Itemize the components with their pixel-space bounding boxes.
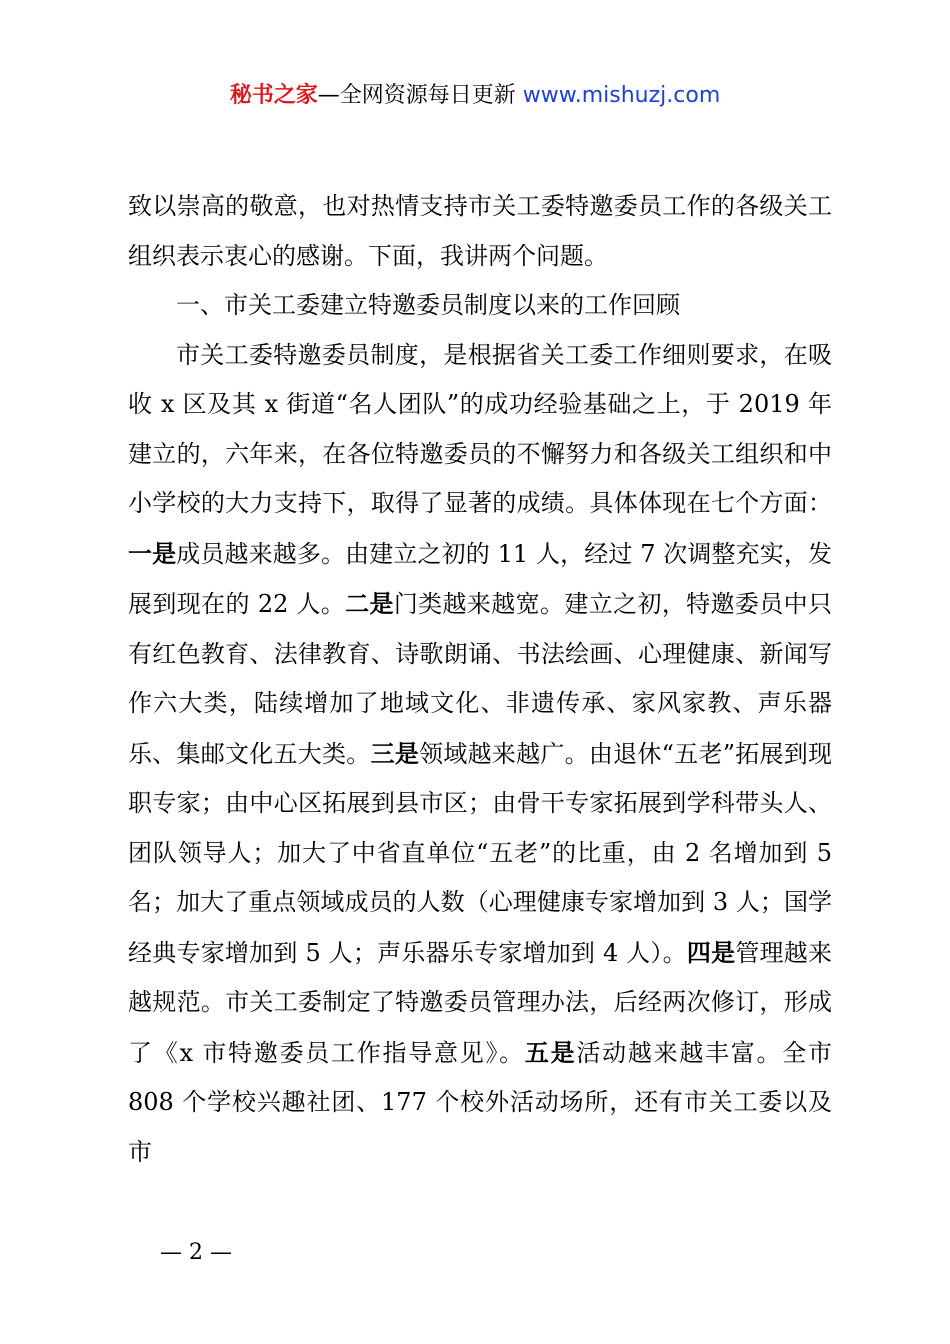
point-4-text: 管理越来越规范。市关工委制定了特邀委员管理办法，后经两次修订，形成了《x 市特邀委员工作指导意见》。 — [128, 938, 833, 1067]
point-2-text: 门类越来越宽。建立之初，特邀委员中只有红色教育、法律教育、诗歌朗诵、书法绘画、心理健康、新闻写作六大类，陆续增加了地域文化、非遗传承、家风家教、声乐器乐、集邮文化五大类。 — [128, 590, 833, 768]
page-header — [0, 80, 950, 112]
page-number: — 2 — — [160, 1240, 232, 1265]
paragraph-review — [128, 331, 832, 1178]
paragraph-continuation: 致以崇高的敬意，也对热情支持市关工委特邀委员工作的各级关工组织表示衷心的感谢。下面，我讲两个问题。 — [128, 192, 832, 270]
site-link[interactable]: www.mishuzj.com — [522, 83, 721, 108]
point-3-label: 三是 — [370, 738, 420, 768]
point-1-text: 成员越来越多。由建立之初的 11 人，经过 7 次调整充实，发展到现在的 22 人。 — [128, 539, 833, 618]
document-body — [128, 182, 832, 1177]
point-5-label: 五是 — [524, 1037, 577, 1067]
section-heading: 一、市关工委建立特邀委员制度以来的工作回顾 — [176, 291, 680, 319]
point-3-text: 领域越来越广。由退休“五老”拓展到现职专家；由中心区拓展到县市区；由骨干专家拓展到学科带头人、团队领导人；加大了中省直单位“五老”的比重，由 2 名增加到 5 名；加大了重点领域成员的人数（心理健康专家增加到 3 人；国学经典专家增加到 5 人；声乐器乐专家增加到 4 人）。 — [128, 739, 833, 967]
review-intro: 市关工委特邀委员制度，是根据省关工委工作细则要求，在吸收 x 区及其 x 街道“名人团队”的成功经验基础之上，于 2019 年建立的，六年来，在各位特邀委员的不懈努力和各级关工组织和中小学校的大力支持下，取得了显著的成绩。具体体现在七个方面： — [128, 340, 832, 517]
point-1-label: 一是 — [128, 538, 177, 568]
header-tagline: —全网资源每日更新 — [317, 83, 523, 108]
brand-name: 秘书之家 — [229, 83, 318, 108]
point-2-label: 二是 — [345, 589, 394, 618]
point-4-label: 四是 — [686, 937, 736, 967]
point-5-text: 活动越来越丰富。全市 808 个学校兴趣社团、177 个校外活动场所，还有市关工委以及市 — [128, 1038, 832, 1166]
